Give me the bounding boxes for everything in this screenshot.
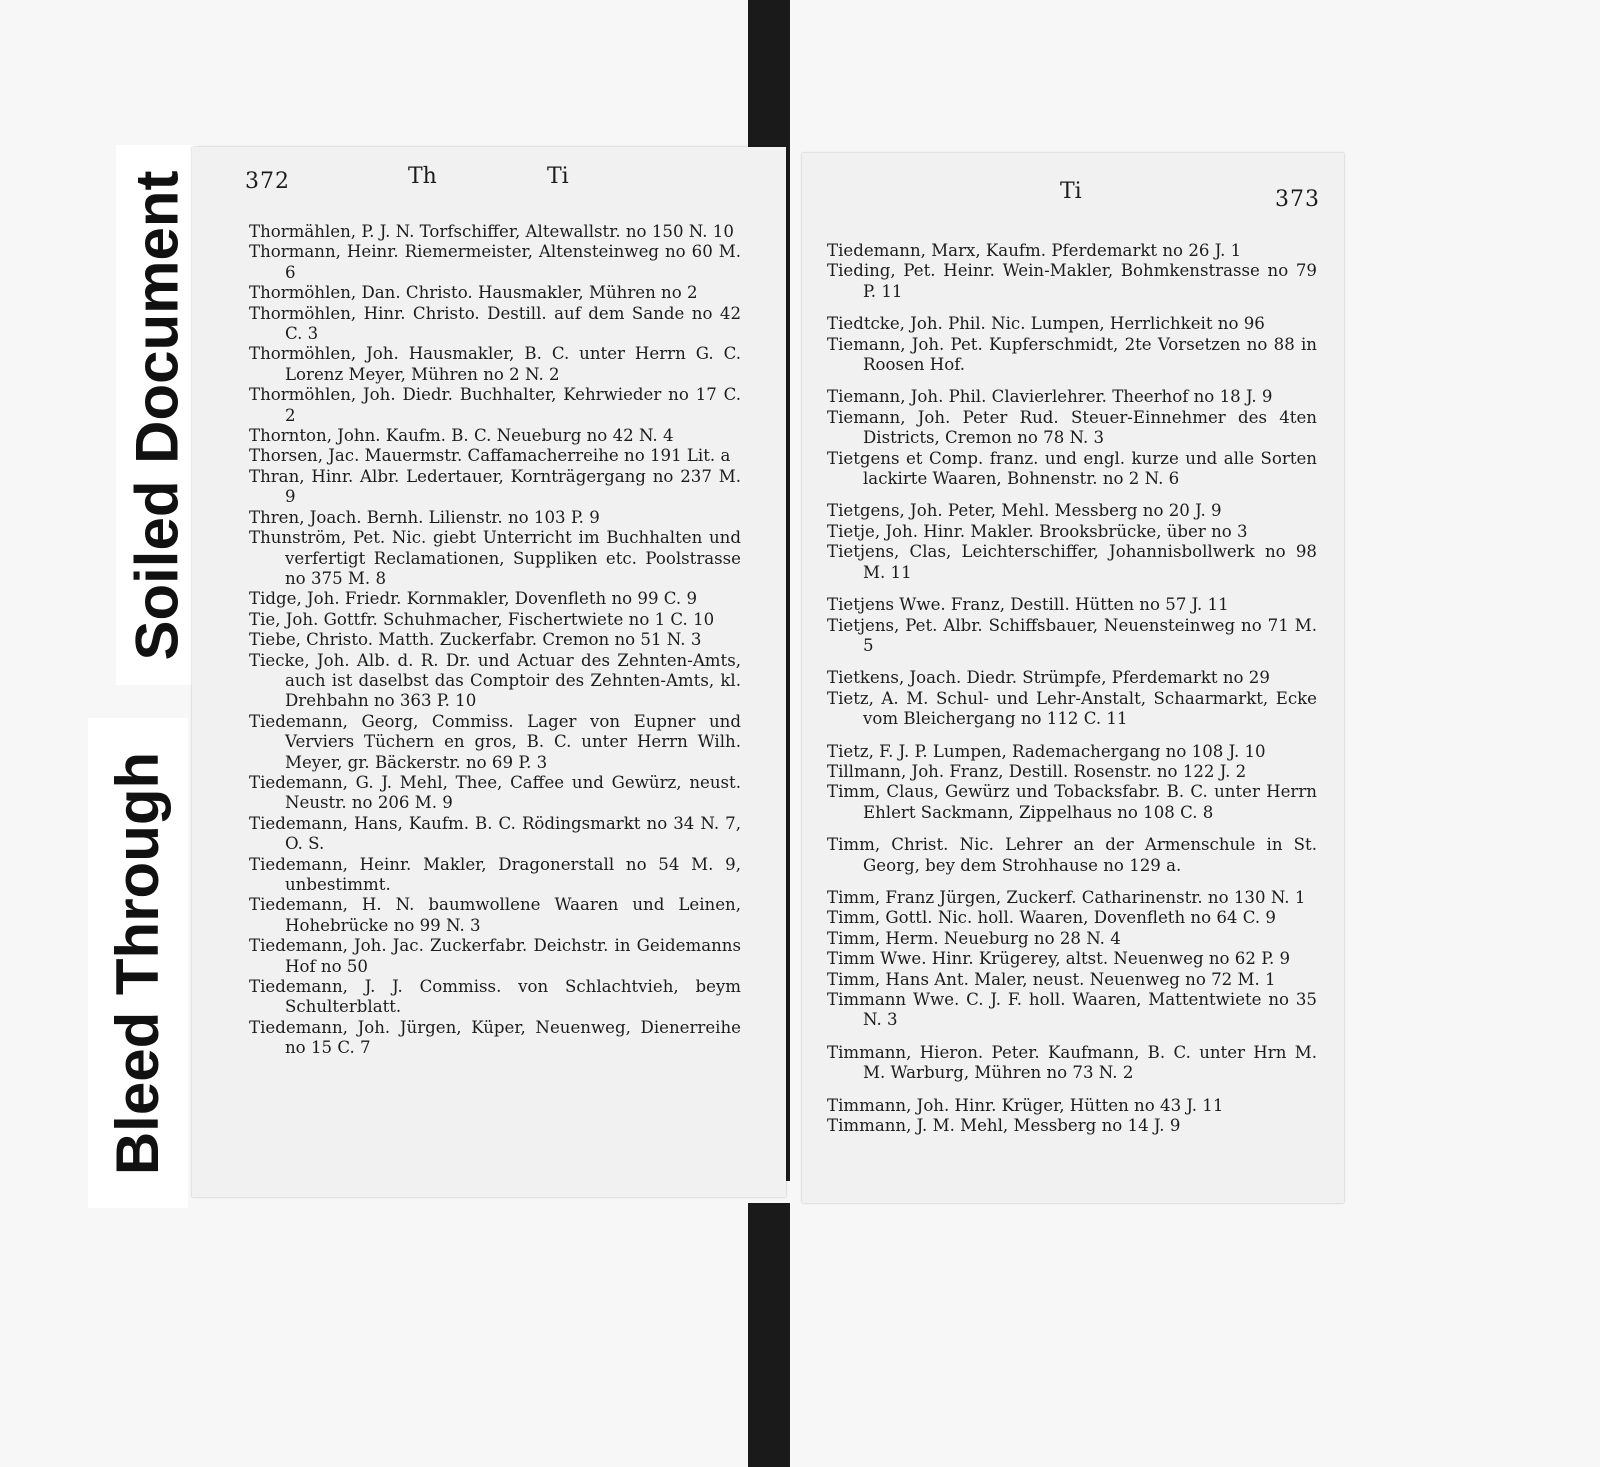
directory-entry: Thormöhlen, Hinr. Christo. Destill. auf dem Sande no 42 C. 3 — [249, 303, 741, 344]
right-page — [802, 153, 1344, 1203]
directory-entry: Tiedemann, G. J. Mehl, Thee, Caffee und Gewürz, neust. Neustr. no 206 M. 9 — [249, 772, 741, 813]
directory-entry: Tietkens, Joach. Diedr. Strümpfe, Pferdemarkt no 29 — [827, 668, 1270, 688]
directory-entry: Timm, Christ. Nic. Lehrer an der Armenschule in St. Georg, bey dem Strohhause no 129 a. — [827, 835, 1317, 875]
directory-entry: Tiedtcke, Joh. Phil. Nic. Lumpen, Herrlichkeit no 96 — [827, 314, 1265, 334]
directory-entry: Tietz, F. J. P. Lumpen, Rademachergang no 108 J. 10 — [827, 741, 1266, 761]
directory-entry: Tiedemann, Hans, Kaufm. B. C. Rödingsmarkt no 34 N. 7, O. S. — [249, 813, 741, 854]
directory-entry: Tietjens Wwe. Franz, Destill. Hütten no 57 J. 11 — [827, 595, 1229, 615]
soiled-document-text: Soiled Document — [123, 169, 191, 661]
directory-entry: Timm, Gottl. Nic. holl. Waaren, Dovenfleth no 64 C. 9 — [827, 908, 1276, 928]
directory-entry: Thunström, Pet. Nic. giebt Unterricht im Buchhalten und verfertigt Reclamationen, Suppliken etc. Poolstrasse no 375 M. 8 — [249, 528, 741, 588]
directory-entry: Tiedemann, Marx, Kaufm. Pferdemarkt no 26 J. 1 — [827, 241, 1242, 260]
directory-entry: Timmann Wwe. C. J. F. holl. Waaren, Mattentwiete no 35 N. 3 — [827, 990, 1317, 1030]
directory-entry: Timm, Hans Ant. Maler, neust. Neuenweg no 72 M. 1 — [827, 969, 1276, 989]
directory-entry: Thorsen, Jac. Mauermstr. Caffamacherreihe no 191 Lit. a — [249, 446, 731, 466]
directory-entry: Tiemann, Joh. Phil. Clavierlehrer. Theerhof no 18 J. 9 — [827, 387, 1273, 407]
directory-entry: Tiedemann, H. N. baumwollene Waaren und Leinen, Hohebrücke no 99 N. 3 — [249, 895, 741, 935]
directory-entry: Timm Wwe. Hinr. Krügerey, altst. Neuenweg no 62 P. 9 — [827, 949, 1291, 969]
running-header-left: Th — [408, 164, 437, 189]
directory-entry: Timmann, Hieron. Peter. Kaufmann, B. C. unter Hrn M. M. Warburg, Mühren no 73 N. 2 — [827, 1042, 1317, 1083]
directory-entry: Tieding, Pet. Heinr. Wein-Makler, Bohmkenstrasse no 79 P. 11 — [827, 261, 1317, 301]
directory-entry: Tietgens, Joh. Peter, Mehl. Messberg no 20 J. 9 — [827, 501, 1222, 521]
directory-entry: Timmann, Joh. Hinr. Krüger, Hütten no 43 J. 11 — [827, 1095, 1224, 1115]
directory-entry: Thornton, John. Kaufm. B. C. Neueburg no 42 N. 4 — [249, 426, 674, 446]
directory-entry: Tiemann, Joh. Pet. Kupferschmidt, 2te Vorsetzen no 88 in Roosen Hof. — [827, 334, 1317, 375]
bleed-through-label — [88, 718, 188, 1208]
directory-entry: Tietgens et Comp. franz. und engl. kurze und alle Sorten lackirte Waaren, Bohnenstr. no 2 N. 6 — [827, 448, 1317, 489]
directory-entry: Tiedemann, Georg, Commiss. Lager von Eupner und Verviers Tüchern en gros, B. C. unter Herrn Wilh. Meyer, gr. Bäckerstr. no 69 P. 3 — [249, 711, 741, 772]
directory-entry: Timm, Franz Jürgen, Zuckerf. Catharinenstr. no 130 N. 1 — [827, 887, 1306, 907]
directory-entries-left — [249, 222, 741, 1059]
directory-entry: Thormöhlen, Joh. Diedr. Buchhalter, Kehrwieder no 17 C. 2 — [249, 385, 741, 425]
directory-entry: Tietjens, Clas, Leichterschiffer, Johannisbollwerk no 98 M. 11 — [827, 542, 1317, 582]
directory-entry: Thormöhlen, Joh. Hausmakler, B. C. unter Herrn G. C. Lorenz Meyer, Mühren no 2 N. 2 — [249, 344, 741, 384]
page-number-left: 372 — [245, 169, 290, 194]
left-page — [192, 147, 786, 1197]
directory-entry: Tietje, Joh. Hinr. Makler. Brooksbrücke, über no 3 — [827, 521, 1248, 541]
directory-entry: Tiedemann, J. J. Commiss. von Schlachtvieh, beym Schulterblatt. — [249, 977, 741, 1017]
running-header-right: Ti — [547, 164, 569, 189]
directory-entries-right — [827, 241, 1317, 1136]
directory-entry: Thormann, Heinr. Riemermeister, Altensteinweg no 60 M. 6 — [249, 242, 741, 282]
directory-entry: Tiebe, Christo. Matth. Zuckerfabr. Cremon no 51 N. 3 — [249, 630, 702, 650]
directory-entry: Timm, Claus, Gewürz und Tobacksfabr. B. C. unter Herrn Ehlert Sackmann, Zippelhaus no 108 C. 8 — [827, 782, 1317, 822]
directory-entry: Thormählen, P. J. N. Torfschiffer, Altewallstr. no 150 N. 10 — [249, 222, 734, 241]
directory-entry: Tiemann, Joh. Peter Rud. Steuer-Einnehmer des 4ten Districts, Cremon no 78 N. 3 — [827, 407, 1317, 448]
directory-entry: Thormöhlen, Dan. Christo. Hausmakler, Mühren no 2 — [249, 283, 698, 303]
directory-entry: Timm, Herm. Neueburg no 28 N. 4 — [827, 928, 1121, 948]
directory-entry: Tiedemann, Joh. Jürgen, Küper, Neuenweg, Dienerreihe no 15 C. 7 — [249, 1017, 741, 1058]
directory-entry: Thren, Joach. Bernh. Lilienstr. no 103 P. 9 — [249, 507, 600, 527]
directory-entry: Timmann, J. M. Mehl, Messberg no 14 J. 9 — [827, 1116, 1181, 1136]
directory-entry: Tiedemann, Joh. Jac. Zuckerfabr. Deichstr. in Geidemanns Hof no 50 — [249, 936, 741, 976]
page-number-right: 373 — [1275, 187, 1320, 212]
running-header: Ti — [1060, 179, 1082, 204]
bleed-through-text: Bleed Through — [104, 751, 172, 1175]
directory-entry: Tie, Joh. Gottfr. Schuhmacher, Fischertwiete no 1 C. 10 — [249, 609, 715, 629]
directory-entry: Tiedemann, Heinr. Makler, Dragonerstall no 54 M. 9, unbestimmt. — [249, 854, 741, 894]
directory-entry: Tietjens, Pet. Albr. Schiffsbauer, Neuensteinweg no 71 M. 5 — [827, 615, 1317, 655]
soiled-document-label — [116, 145, 198, 685]
directory-entry: Tidge, Joh. Friedr. Kornmakler, Dovenfleth no 99 C. 9 — [249, 589, 697, 609]
directory-entry: Tietz, A. M. Schul- und Lehr-Anstalt, Schaarmarkt, Ecke vom Bleichergang no 112 C. 11 — [827, 688, 1317, 729]
directory-entry: Thran, Hinr. Albr. Ledertauer, Kornträgergang no 237 M. 9 — [249, 466, 741, 507]
directory-entry: Tillmann, Joh. Franz, Destill. Rosenstr. no 122 J. 2 — [827, 761, 1247, 781]
directory-entry: Tiecke, Joh. Alb. d. R. Dr. und Actuar des Zehnten-Amts, auch ist daselbst das Comptoir des Zehnten-Amts, kl. Drehbahn no 363 P. 10 — [249, 650, 741, 711]
